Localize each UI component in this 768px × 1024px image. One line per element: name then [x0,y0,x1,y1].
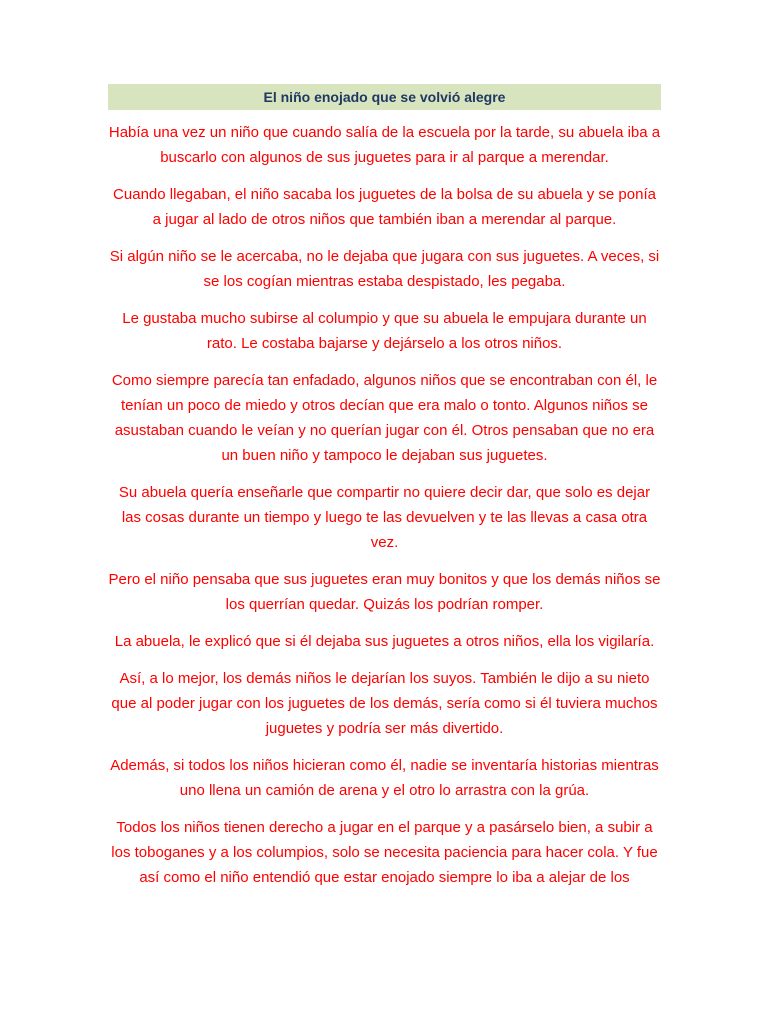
story-paragraph: Había una vez un niño que cuando salía de la escuela por la tarde, su abuela iba a buscarlo con algunos de sus juguetes para ir al parque a merendar. [108,124,661,166]
story-body [108,120,661,890]
story-paragraph: Como siempre parecía tan enfadado, algunos niños que se encontraban con él, le tenían un poco de miedo y otros decían que era malo o tonto. Algunos niños se asustaban cuando le veían y no querían jugar con él. Otros pensaban que no era un buen niño y tampoco le dejaban sus juguetes. [111,372,658,464]
story-paragraph: Todos los niños tienen derecho a jugar en el parque y a pasárselo bien, a subir a los toboganes y a los columpios, solo se necesita paciencia para hacer cola. Y fue así como el niño entendió que estar enojado siempre lo iba a alejar de los [111,819,658,886]
story-paragraph: Así, a lo mejor, los demás niños le dejarían los suyos. También le dijo a su nieto que al poder jugar con los juguetes de los demás, sería como si él tuviera muchos juguetes y podría ser más divertido. [111,670,658,737]
story-paragraph: La abuela, le explicó que si él dejaba sus juguetes a otros niños, ella los vigilaría. [114,633,655,650]
story-paragraph: Le gustaba mucho subirse al columpio y que su abuela le empujara durante un rato. Le costaba bajarse y dejárselo a los otros niños. [122,310,647,352]
story-paragraph: Pero el niño pensaba que sus juguetes eran muy bonitos y que los demás niños se los querrían quedar. Quizás los podrían romper. [108,571,661,613]
story-paragraph: Cuando llegaban, el niño sacaba los juguetes de la bolsa de su abuela y se ponía a jugar al lado de otros niños que también iban a merendar al parque. [113,186,656,228]
story-paragraph: Su abuela quería enseñarle que compartir no quiere decir dar, que solo es dejar las cosas durante un tiempo y luego te las devuelven y te las llevas a casa otra vez. [118,484,651,551]
story-title: El niño enojado que se volvió alegre [108,84,661,110]
document-page [108,84,661,902]
story-paragraph: Si algún niño se le acercaba, no le dejaba que jugara con sus juguetes. A veces, si se los cogían mientras estaba despistado, les pegaba. [109,248,660,290]
story-paragraph: Además, si todos los niños hicieran como él, nadie se inventaría historias mientras uno llena un camión de arena y el otro lo arrastra con la grúa. [110,757,659,799]
